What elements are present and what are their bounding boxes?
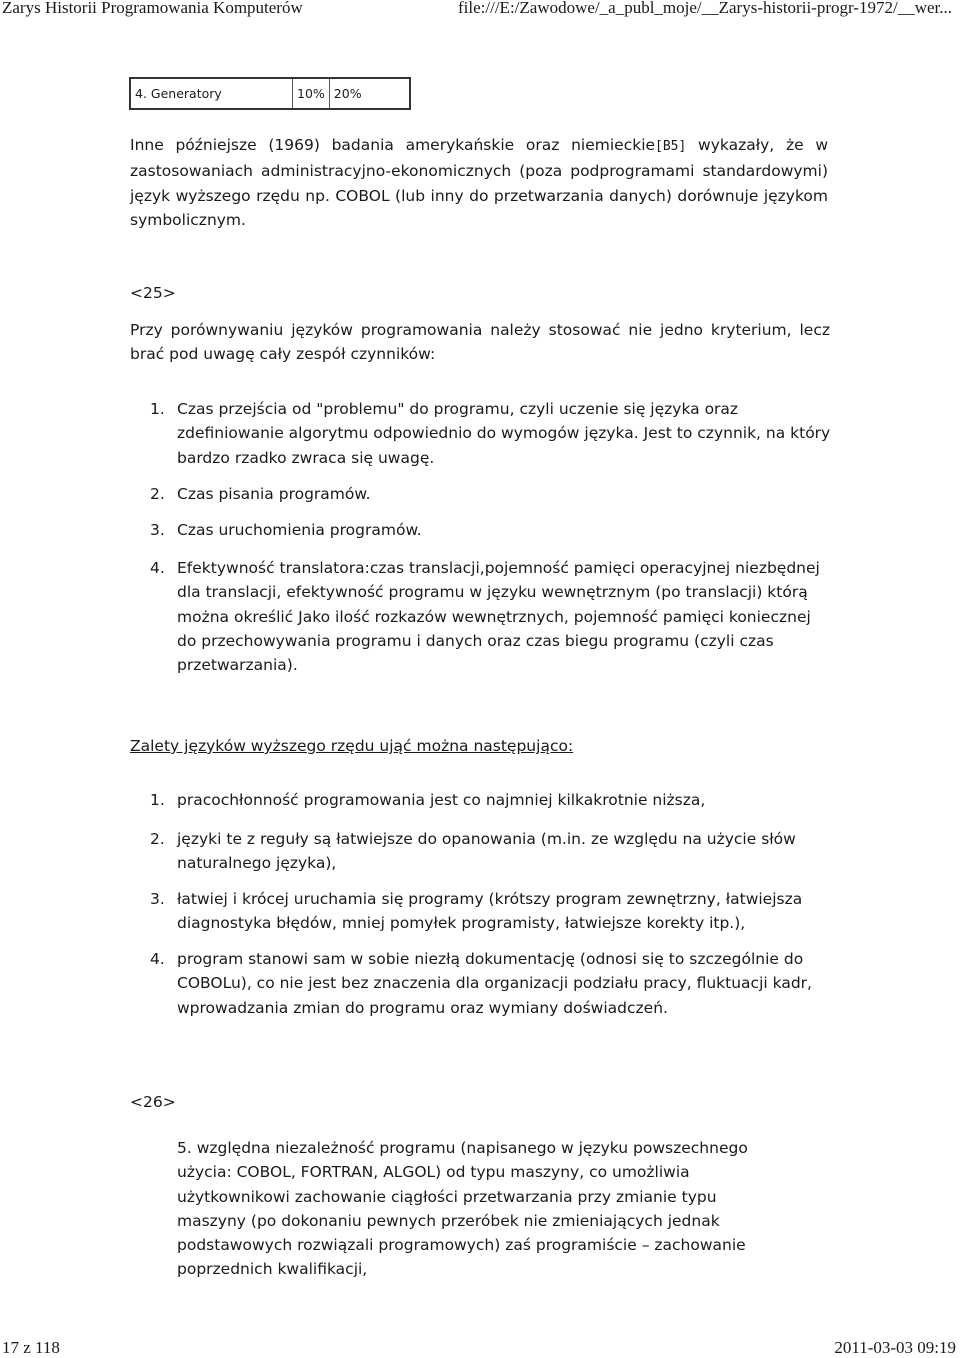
- list-item: [150, 947, 840, 1020]
- list-item: [150, 827, 825, 876]
- list-number: 4.: [150, 559, 165, 577]
- list-text: Efektywność translatora:czas translacji,pojemność pamięci operacyjnej niezbędnej dla translacji, efektywność programu w języku wewnętrznym (po translacji) którą można określić Jako ilość rozkazów wewnętrznych, pojemność pamięci koniecznej do przechowywania programu i danych oraz czas biegu programu (czyli czas przetwarzania).: [177, 559, 820, 675]
- list-number: 2.: [150, 485, 165, 503]
- list-number: 3.: [150, 890, 165, 908]
- page-counter: 17 z 118: [2, 1338, 60, 1357]
- page-marker: <26>: [130, 1093, 176, 1111]
- list-text: pracochłonność programowania jest co najmniej kilkakrotnie niższa,: [177, 791, 706, 809]
- list-item: [150, 788, 840, 812]
- table-row: [130, 78, 410, 109]
- list-number: 2.: [150, 830, 165, 848]
- table-cell-value: 20%: [329, 78, 410, 109]
- list-text: łatwiej i krócej uruchamia się programy (krótszy program zewnętrzny, łatwiejsza diagnostyka błędów, mniej pomyłek programisty, łatwiejsze korekty itp.),: [177, 890, 803, 933]
- table-cell-value: 10%: [293, 78, 330, 109]
- paragraph-text: Inne późniejsze (1969) badania amerykańskie oraz niemieckie: [130, 136, 656, 154]
- paragraph-text: wykazały, że w zastosowaniach administracyjno-ekonomicznych (poza podprogramami standardowymi) język wyższego rzędu np. COBOL (lub inny do przetwarzania danych) dorównuje językom symbolicznym.: [130, 136, 828, 229]
- list-text: Czas uruchomienia programów.: [177, 521, 422, 539]
- paragraph-independence: 5. względna niezależność programu (napisanego w języku powszechnego użycia: COBOL, FORTRAN, ALGOL) od typu maszyny, co umożliwia użytkownikowi zachowanie ciągłości przetwarzania przy zmianie typu maszyny (po dokonaniu pewnych przeróbek nie zmieniających jednak podstawowych rozwiązali programowych) zaś programiście – zachowanie poprzednich kwalifikacji,: [177, 1139, 748, 1279]
- list-text: Czas pisania programów.: [177, 485, 371, 503]
- list-item: [150, 887, 830, 936]
- paragraph-research: [130, 133, 828, 232]
- generators-table: [129, 77, 411, 110]
- reference-link[interactable]: [B5]: [655, 139, 687, 154]
- list-number: 3.: [150, 521, 165, 539]
- list-item: [150, 482, 840, 506]
- header-url: file:///E:/Zawodowe/_a_publ_moje/__Zarys-historii-progr-1972/__wer...: [458, 0, 952, 17]
- list-item: [150, 397, 840, 470]
- list-number: 4.: [150, 950, 165, 968]
- list-item: [150, 556, 835, 677]
- section-heading: Zalety języków wyższego rzędu ująć można następująco:: [130, 737, 574, 755]
- list-number: 1.: [150, 791, 165, 809]
- paragraph-criteria-intro: Przy porównywaniu języków programowania należy stosować nie jedno kryterium, lecz brać pod uwagę cały zespół czynników:: [130, 321, 830, 364]
- list-number: 1.: [150, 400, 165, 418]
- list-text: program stanowi sam w sobie niezłą dokumentację (odnosi się to szczególnie do COBOLu), co nie jest bez znaczenia dla organizacji podziału pracy, fluktuacji kadr, wprowadzania zmian do programu oraz wymiany doświadczeń.: [177, 950, 812, 1017]
- table-cell-label: 4. Generatory: [130, 78, 293, 109]
- header-title: Zarys Historii Programowania Komputerów: [2, 0, 303, 17]
- list-item: [150, 518, 840, 542]
- list-text: Czas przejścia od "problemu" do programu, czyli uczenie się języka oraz zdefiniowanie algorytmu odpowiednio do wymogów języka. Jest to czynnik, na który bardzo rzadko zwraca się uwagę.: [177, 400, 831, 467]
- timestamp: 2011-03-03 09:19: [834, 1338, 956, 1357]
- list-text: języki te z reguły są łatwiejsze do opanowania (m.in. ze względu na użycie słów naturalnego języka),: [177, 830, 796, 873]
- page-marker: <25>: [130, 284, 176, 302]
